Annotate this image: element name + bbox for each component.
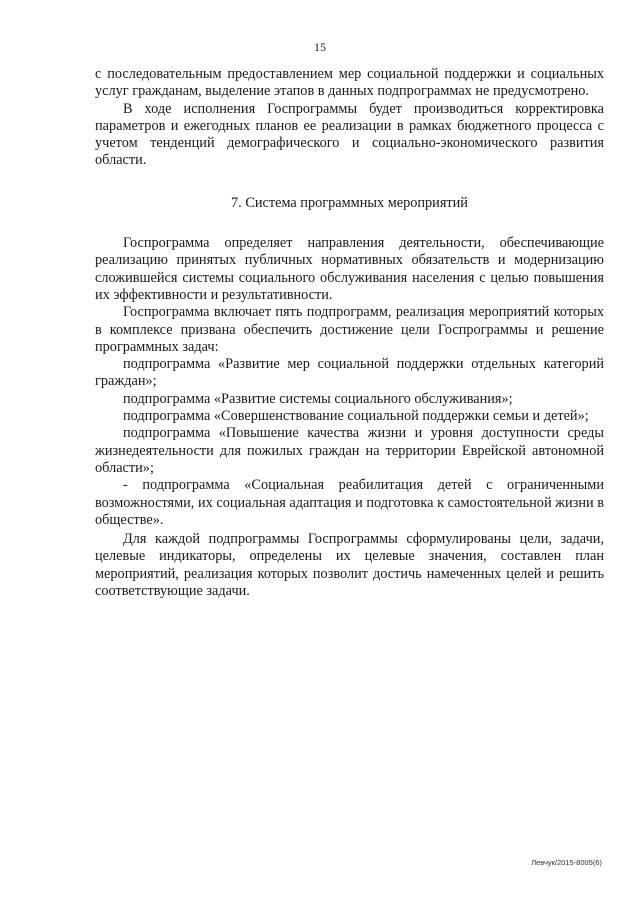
list-item-subprogram-3: подпрограмма «Совершенствование социальной поддержки семьи и детей»; (123, 408, 589, 425)
list-item-subprogram-5: - подпрограмма «Социальная реабилитация детей с ограниченными возможностями, их социальная адаптация и подготовка к самостоятельной жизни в обществе». (95, 477, 604, 528)
list-item-subprogram-4: подпрограмма «Повышение качества жизни и уровня доступности среды жизнедеятельности для пожилых граждан на территории Еврейской автономной области»; (95, 425, 604, 476)
paragraph-continuation: с последовательным предоставлением мер социальной поддержки и социальных услуг гражданам, выделение этапов в данных подпрограммах не предусмотрено. (95, 66, 604, 100)
list-item-subprogram-1: подпрограмма «Развитие мер социальной поддержки отдельных категорий граждан»; (95, 356, 604, 390)
paragraph-directions: Госпрограмма определяет направления деятельности, обеспечивающие реализацию принятых публичных нормативных обязательств и модернизацию сложившейся системы социального обслуживания населения с целью повышения их эффективности и результативности. (95, 235, 604, 303)
paragraph-subprograms-intro: Госпрограмма включает пять подпрограмм, реализация мероприятий которых в комплексе призвана обеспечить достижение цели Госпрограммы и решение программных задач: (95, 304, 604, 355)
paragraph-conclusion: Для каждой подпрограммы Госпрограммы сформулированы цели, задачи, целевые индикаторы, определены их целевые значения, составлен план мероприятий, реализация которых позволит достичь намеченных целей и решить соответствующие задачи. (95, 531, 604, 600)
page-number: 15 (314, 40, 326, 54)
list-item-subprogram-2: подпрограмма «Развитие системы социального обслуживания»; (123, 390, 513, 407)
document-body (95, 66, 604, 600)
document-code: Левчук/2015-8005(6) (531, 858, 602, 867)
paragraph-adjustment: В ходе исполнения Госпрограммы будет производиться корректировка параметров и ежегодных планов ее реализации в рамках бюджетного процесса с учетом тенденций демографического и социально-экономического развития области. (95, 100, 604, 169)
section-heading: 7. Система программных мероприятий (231, 194, 468, 211)
